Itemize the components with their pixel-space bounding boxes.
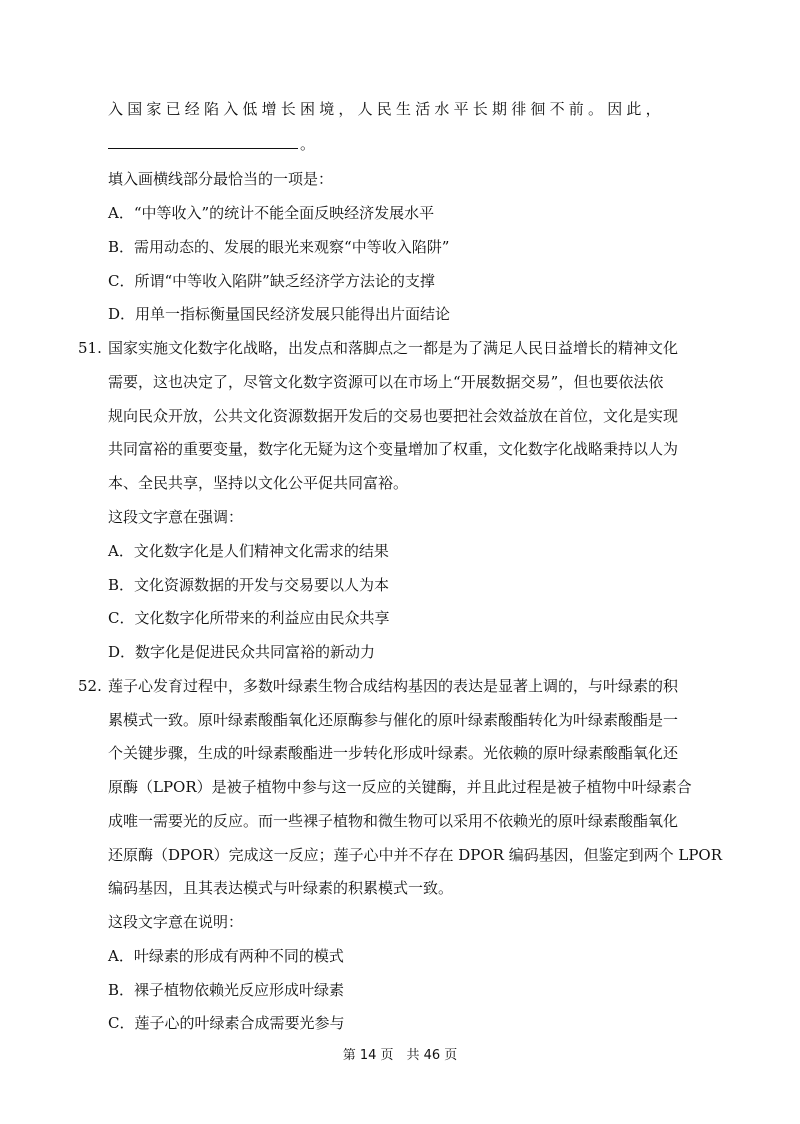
answer-blank xyxy=(108,134,298,149)
question-number: 51. xyxy=(78,339,102,357)
blank-period: 。 xyxy=(300,135,316,153)
exam-page: 入国家已经陷入低增长困境，人民生活水平长期徘徊不前。因此， 。 填入画横线部分最恰当的一项是： A．“中等收入”的统计不能全面反映经济发展水平 B．需用动态的、发展的眼光来观察“中等收入陷阱” C．所谓“中等收入陷阱”缺乏经济学方法论的支撑 D．用单一指标衡量国民经济发展只能得出片面结论 51. 国家实施文化数字化战略，出发点和落脚点之一都是为了满足人民日益增长的精神文化 需要，这也决定了，尽管文化数字资源可以在市场上“开展数据交易”，但也要依法依 规向民众开放，公共文化资源数据开发后的交易也要把社会效益放在首位，文化是实现 共同富裕的重要变量，数字化无疑为这个变量增加了权重，文化数字化战略秉持以人为 本、全民共享，坚持以文化公平促共同富裕。 这段文字意在强调： A．文化数字化是人们精神文化需求的结果 B．文化资源数据的开发与交易要以人为本 C．文化数字化所带来的利益应由民众共享 D．数字化是促进民众共同富裕的新动力 52. 莲子心发育过程中，多数叶绿素生物合成结构基因的表达是显著上调的，与叶绿素的积 累模式一致。原叶绿素酸酯氧化还原酶参与催化的原叶绿素酸酯转化为叶绿素酸酯是一 个关键步骤，生成的叶绿素酸酯进一步转化形成叶绿素。光依赖的原叶绿素酸酯氧化还 原酶（LPOR）是被子植物中参与这一反应的关键酶，并且此过程是被子植物中叶绿素合 成唯一需要光的反应。而一些裸子植物和微生物可以采用不依赖光的原叶绿素酸酯氧化 还原酶（DPOR）完成这一反应；莲子心中并不存在 DPOR 编码基因，但鉴定到两个 LPOR 编码基因，且其表达模式与叶绿素的积累模式一致。 这段文字意在说明： A．叶绿素的形成有两种不同的模式 B．裸子植物依赖光反应形成叶绿素 C．莲子心的叶绿素合成需要光参与 第 14 页 共 46 页 xyxy=(0,0,800,1124)
carryover-text: 入国家已经陷入低增长困境，人民生活水平长期徘徊不前。因此， xyxy=(108,100,665,118)
question-number: 52. xyxy=(78,677,102,695)
page-number-footer: 第 14 页 共 46 页 xyxy=(342,1048,458,1063)
